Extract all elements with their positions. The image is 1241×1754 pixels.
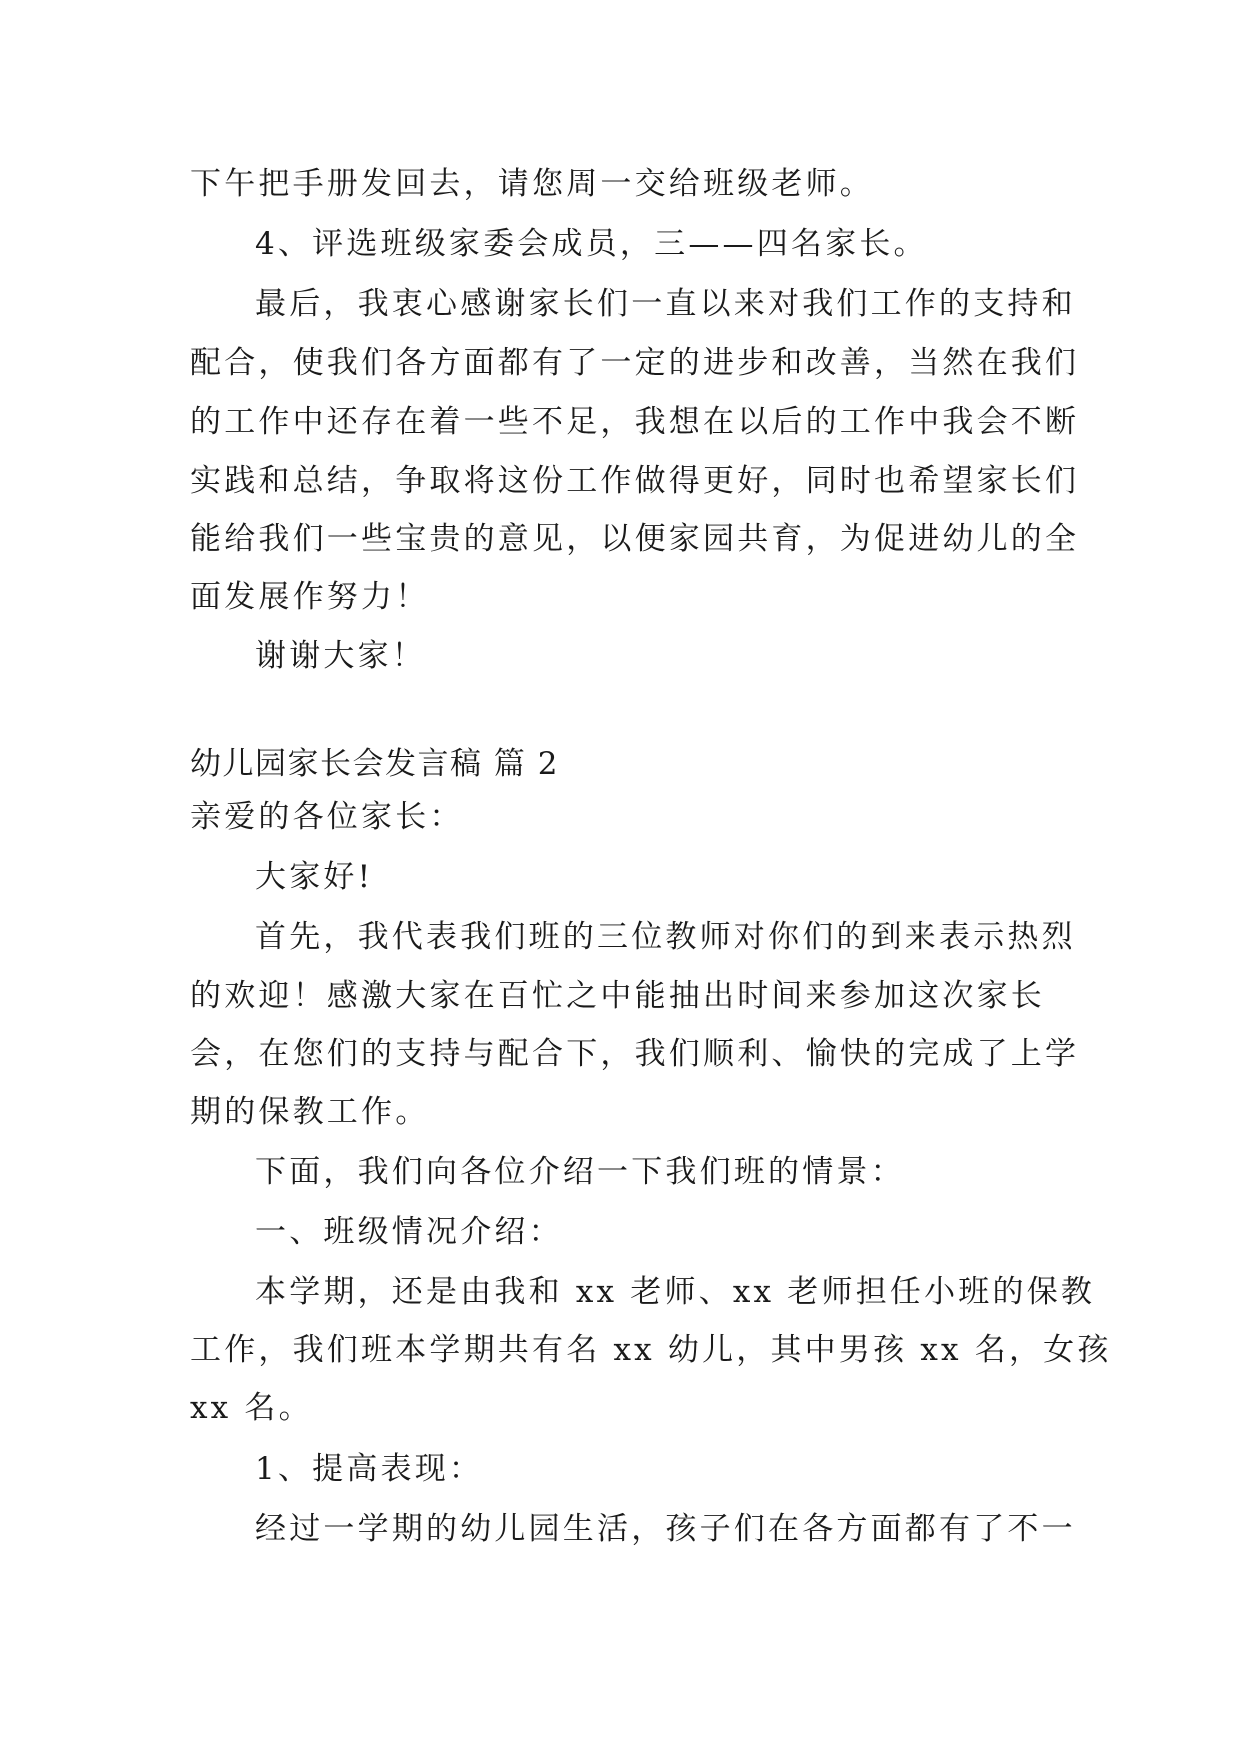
salutation: 亲爱的各位家长： [190,799,464,835]
paragraph-line: xx 名。 [190,1390,313,1426]
greeting: 大家好! [255,859,374,895]
section-title: 幼儿园家长会发言稿 篇 2 [190,746,559,782]
paragraph-line: 最后，我衷心感谢家长们一直以来对我们工作的支持和 [255,286,1076,322]
paragraph-line: 工作，我们班本学期共有名 xx 幼儿，其中男孩 xx 名，女孩 [190,1332,1112,1368]
paragraph-line: 的工作中还存在着一些不足，我想在以后的工作中我会不断 [190,404,1080,440]
closing-line: 谢谢大家！ [255,638,426,674]
paragraph-line: 能给我们一些宝贵的意见，以便家园共育，为促进幼儿的全 [190,521,1080,557]
list-item-4: 4、评选班级家委会成员，三——四名家长。 [255,226,928,262]
paragraph-line: 实践和总结，争取将这份工作做得更好，同时也希望家长们 [190,463,1080,499]
paragraph-line: 首先，我代表我们班的三位教师对你们的到来表示热烈 [255,919,1076,955]
paragraph-line: 期的保教工作。 [190,1094,430,1130]
paragraph-line: 本学期，还是由我和 xx 老师、xx 老师担任小班的保教 [255,1274,1096,1310]
paragraph-line: 的欢迎！感激大家在百忙之中能抽出时间来参加这次家长 [190,978,1045,1014]
paragraph-line: 配合，使我们各方面都有了一定的进步和改善，当然在我们 [190,345,1080,381]
section-subheading: 一、班级情况介绍： [255,1214,563,1250]
paragraph-line: 下午把手册发回去，请您周一交给班级老师。 [190,166,874,202]
paragraph-line: 经过一学期的幼儿园生活，孩子们在各方面都有了不一 [255,1511,1076,1547]
paragraph-line: 面发展作努力！ [190,579,430,615]
list-item-1: 1、提高表现： [255,1451,484,1487]
paragraph-line: 会，在您们的支持与配合下，我们顺利、愉快的完成了上学 [190,1036,1080,1072]
paragraph-line: 下面，我们向各位介绍一下我们班的情景： [255,1154,905,1190]
